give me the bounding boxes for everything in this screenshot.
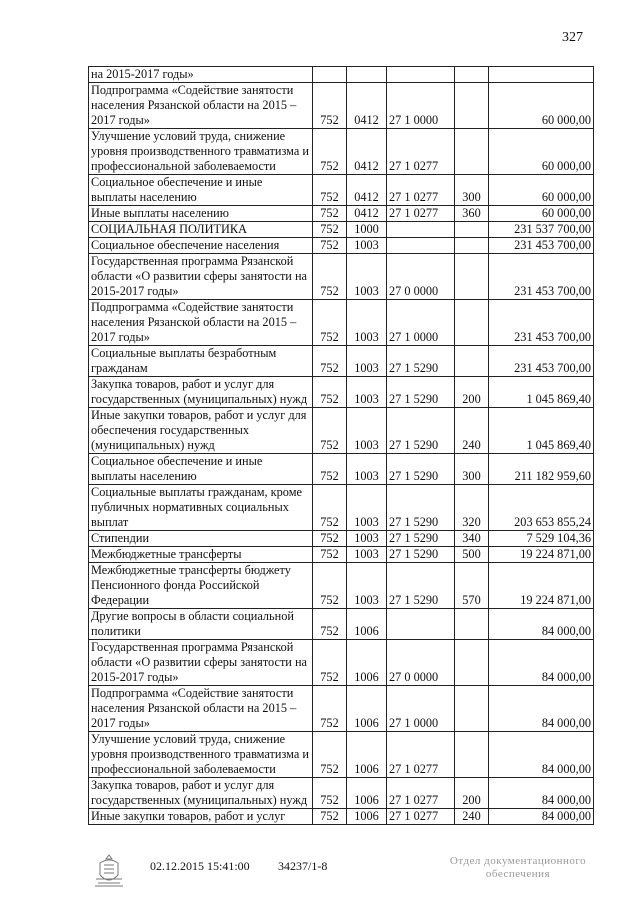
row-name-cell: Социальное обеспечение населения bbox=[89, 238, 313, 254]
row-section-code: 1000 bbox=[347, 222, 387, 238]
row-amount: 84 000,00 bbox=[489, 640, 594, 686]
row-expense-type: 240 bbox=[455, 408, 489, 454]
row-section-code: 1006 bbox=[347, 640, 387, 686]
budget-table bbox=[88, 66, 594, 825]
table-row bbox=[89, 609, 594, 640]
row-section-code: 0412 bbox=[347, 175, 387, 206]
table-row bbox=[89, 686, 594, 732]
row-section-code: 1006 bbox=[347, 686, 387, 732]
budget-table-body bbox=[89, 67, 594, 825]
table-row bbox=[89, 485, 594, 531]
row-department-code: 752 bbox=[313, 732, 347, 778]
table-row bbox=[89, 809, 594, 825]
table-row bbox=[89, 206, 594, 222]
row-amount: 19 224 871,00 bbox=[489, 547, 594, 563]
coat-of-arms-icon bbox=[92, 853, 126, 889]
row-name-cell: Государственная программа Рязанской области «О развитии сферы занятости на 2015-2017 годы» bbox=[89, 640, 313, 686]
row-target-article bbox=[387, 609, 455, 640]
row-expense-type bbox=[455, 609, 489, 640]
row-target-article bbox=[387, 222, 455, 238]
row-name-cell: Стипендии bbox=[89, 531, 313, 547]
row-name-cell: Подпрограмма «Содействие занятости населения Рязанской области на 2015 – 2017 годы» bbox=[89, 686, 313, 732]
table-row bbox=[89, 254, 594, 300]
page-number: 327 bbox=[562, 30, 583, 45]
row-expense-type: 200 bbox=[455, 778, 489, 809]
row-amount: 1 045 869,40 bbox=[489, 408, 594, 454]
row-name-cell: Иные закупки товаров, работ и услуг bbox=[89, 809, 313, 825]
row-expense-type: 200 bbox=[455, 377, 489, 408]
row-amount: 7 529 104,36 bbox=[489, 531, 594, 547]
row-name-cell: на 2015-2017 годы» bbox=[89, 67, 313, 83]
row-name-cell: Межбюджетные трансферты бюджету Пенсионного фонда Российской Федерации bbox=[89, 563, 313, 609]
row-name-cell: Социальное обеспечение и иные выплаты населению bbox=[89, 175, 313, 206]
row-department-code: 752 bbox=[313, 609, 347, 640]
row-expense-type bbox=[455, 346, 489, 377]
row-amount: 60 000,00 bbox=[489, 175, 594, 206]
row-section-code: 1006 bbox=[347, 809, 387, 825]
row-section-code: 0412 bbox=[347, 129, 387, 175]
row-amount: 84 000,00 bbox=[489, 809, 594, 825]
row-department-code: 752 bbox=[313, 254, 347, 300]
row-target-article: 27 1 0277 bbox=[387, 778, 455, 809]
row-expense-type: 300 bbox=[455, 454, 489, 485]
row-amount: 231 453 700,00 bbox=[489, 346, 594, 377]
table-row bbox=[89, 83, 594, 129]
row-amount: 231 453 700,00 bbox=[489, 238, 594, 254]
row-expense-type bbox=[455, 238, 489, 254]
print-datetime: 02.12.2015 15:41:00 bbox=[150, 859, 250, 873]
row-expense-type bbox=[455, 686, 489, 732]
row-name-cell: Закупка товаров, работ и услуг для государственных (муниципальных) нужд bbox=[89, 778, 313, 809]
row-section-code: 1006 bbox=[347, 778, 387, 809]
row-target-article: 27 1 0000 bbox=[387, 83, 455, 129]
row-amount: 231 453 700,00 bbox=[489, 300, 594, 346]
row-department-code: 752 bbox=[313, 129, 347, 175]
row-section-code: 1003 bbox=[347, 408, 387, 454]
row-name-cell: Улучшение условий труда, снижение уровня производственного травматизма и профессиональной заболеваемости bbox=[89, 732, 313, 778]
row-department-code: 752 bbox=[313, 300, 347, 346]
row-section-code: 1003 bbox=[347, 300, 387, 346]
table-row bbox=[89, 175, 594, 206]
row-target-article: 27 0 0000 bbox=[387, 640, 455, 686]
row-amount: 84 000,00 bbox=[489, 609, 594, 640]
row-expense-type bbox=[455, 254, 489, 300]
row-amount: 19 224 871,00 bbox=[489, 563, 594, 609]
row-department-code: 752 bbox=[313, 686, 347, 732]
row-target-article: 27 1 5290 bbox=[387, 485, 455, 531]
table-row bbox=[89, 408, 594, 454]
row-expense-type: 320 bbox=[455, 485, 489, 531]
row-target-article: 27 1 0277 bbox=[387, 206, 455, 222]
row-section-code: 1003 bbox=[347, 238, 387, 254]
row-name-cell: Закупка товаров, работ и услуг для государственных (муниципальных) нужд bbox=[89, 377, 313, 408]
table-row bbox=[89, 732, 594, 778]
row-target-article: 27 1 5290 bbox=[387, 377, 455, 408]
table-row bbox=[89, 300, 594, 346]
row-expense-type bbox=[455, 732, 489, 778]
row-target-article: 27 1 0000 bbox=[387, 300, 455, 346]
row-amount: 1 045 869,40 bbox=[489, 377, 594, 408]
table-row bbox=[89, 640, 594, 686]
table-row bbox=[89, 238, 594, 254]
row-expense-type: 240 bbox=[455, 809, 489, 825]
row-department-code: 752 bbox=[313, 346, 347, 377]
row-name-cell: Государственная программа Рязанской области «О развитии сферы занятости на 2015-2017 годы» bbox=[89, 254, 313, 300]
department-stamp bbox=[448, 855, 588, 881]
row-expense-type: 300 bbox=[455, 175, 489, 206]
row-target-article bbox=[387, 67, 455, 83]
row-target-article: 27 1 5290 bbox=[387, 408, 455, 454]
table-row bbox=[89, 563, 594, 609]
row-section-code: 1003 bbox=[347, 346, 387, 377]
table-row bbox=[89, 67, 594, 83]
row-name-cell: Улучшение условий труда, снижение уровня производственного травматизма и профессиональной заболеваемости bbox=[89, 129, 313, 175]
row-amount: 60 000,00 bbox=[489, 206, 594, 222]
row-target-article: 27 1 0277 bbox=[387, 809, 455, 825]
table-row bbox=[89, 222, 594, 238]
row-section-code: 0412 bbox=[347, 83, 387, 129]
row-expense-type bbox=[455, 640, 489, 686]
row-department-code: 752 bbox=[313, 175, 347, 206]
row-target-article: 27 1 5290 bbox=[387, 346, 455, 377]
row-target-article: 27 1 5290 bbox=[387, 563, 455, 609]
row-section-code: 1006 bbox=[347, 732, 387, 778]
row-name-cell: СОЦИАЛЬНАЯ ПОЛИТИКА bbox=[89, 222, 313, 238]
row-expense-type: 570 bbox=[455, 563, 489, 609]
row-section-code: 1003 bbox=[347, 485, 387, 531]
page-footer bbox=[0, 845, 640, 905]
row-department-code: 752 bbox=[313, 454, 347, 485]
document-number: 34237/1-8 bbox=[278, 859, 328, 873]
row-section-code: 1003 bbox=[347, 531, 387, 547]
row-name-cell: Социальные выплаты безработным гражданам bbox=[89, 346, 313, 377]
row-amount: 203 653 855,24 bbox=[489, 485, 594, 531]
row-name-cell: Иные закупки товаров, работ и услуг для обеспечения государственных (муниципальных) нужд bbox=[89, 408, 313, 454]
row-target-article: 27 1 0277 bbox=[387, 732, 455, 778]
row-target-article: 27 1 0277 bbox=[387, 129, 455, 175]
row-section-code: 1006 bbox=[347, 609, 387, 640]
row-name-cell: Другие вопросы в области социальной политики bbox=[89, 609, 313, 640]
table-row bbox=[89, 377, 594, 408]
row-section-code: 1003 bbox=[347, 254, 387, 300]
row-department-code: 752 bbox=[313, 547, 347, 563]
row-department-code: 752 bbox=[313, 238, 347, 254]
row-target-article: 27 1 0000 bbox=[387, 686, 455, 732]
row-department-code: 752 bbox=[313, 809, 347, 825]
row-department-code: 752 bbox=[313, 485, 347, 531]
row-section-code: 0412 bbox=[347, 206, 387, 222]
row-department-code: 752 bbox=[313, 377, 347, 408]
row-name-cell: Межбюджетные трансферты bbox=[89, 547, 313, 563]
row-amount: 84 000,00 bbox=[489, 732, 594, 778]
row-amount: 231 537 700,00 bbox=[489, 222, 594, 238]
row-target-article: 27 1 5290 bbox=[387, 454, 455, 485]
table-row bbox=[89, 454, 594, 485]
row-name-cell: Социальное обеспечение и иные выплаты населению bbox=[89, 454, 313, 485]
row-target-article bbox=[387, 238, 455, 254]
row-department-code: 752 bbox=[313, 531, 347, 547]
row-section-code: 1003 bbox=[347, 547, 387, 563]
stamp-line-2: обеспечения bbox=[485, 868, 551, 880]
row-section-code: 1003 bbox=[347, 377, 387, 408]
row-amount: 84 000,00 bbox=[489, 686, 594, 732]
row-department-code: 752 bbox=[313, 640, 347, 686]
row-section-code bbox=[347, 67, 387, 83]
row-department-code: 752 bbox=[313, 563, 347, 609]
row-amount: 60 000,00 bbox=[489, 83, 594, 129]
stamp-line-1: Отдел документационного bbox=[449, 855, 587, 867]
table-row bbox=[89, 346, 594, 377]
row-expense-type bbox=[455, 222, 489, 238]
row-department-code: 752 bbox=[313, 83, 347, 129]
row-expense-type bbox=[455, 67, 489, 83]
row-expense-type: 340 bbox=[455, 531, 489, 547]
row-name-cell: Социальные выплаты гражданам, кроме публичных нормативных социальных выплат bbox=[89, 485, 313, 531]
row-expense-type bbox=[455, 129, 489, 175]
row-expense-type: 360 bbox=[455, 206, 489, 222]
row-amount: 84 000,00 bbox=[489, 778, 594, 809]
row-department-code: 752 bbox=[313, 778, 347, 809]
row-department-code: 752 bbox=[313, 206, 347, 222]
row-department-code bbox=[313, 67, 347, 83]
table-row bbox=[89, 129, 594, 175]
row-name-cell: Подпрограмма «Содействие занятости населения Рязанской области на 2015 – 2017 годы» bbox=[89, 300, 313, 346]
row-target-article: 27 1 0277 bbox=[387, 175, 455, 206]
row-amount bbox=[489, 67, 594, 83]
row-department-code: 752 bbox=[313, 408, 347, 454]
row-amount: 60 000,00 bbox=[489, 129, 594, 175]
table-row bbox=[89, 531, 594, 547]
row-expense-type bbox=[455, 83, 489, 129]
row-section-code: 1003 bbox=[347, 454, 387, 485]
row-department-code: 752 bbox=[313, 222, 347, 238]
row-target-article: 27 1 5290 bbox=[387, 547, 455, 563]
row-name-cell: Иные выплаты населению bbox=[89, 206, 313, 222]
row-amount: 211 182 959,60 bbox=[489, 454, 594, 485]
row-name-cell: Подпрограмма «Содействие занятости населения Рязанской области на 2015 – 2017 годы» bbox=[89, 83, 313, 129]
row-amount: 231 453 700,00 bbox=[489, 254, 594, 300]
table-row bbox=[89, 547, 594, 563]
row-target-article: 27 1 5290 bbox=[387, 531, 455, 547]
row-expense-type: 500 bbox=[455, 547, 489, 563]
row-section-code: 1003 bbox=[347, 563, 387, 609]
table-row bbox=[89, 778, 594, 809]
row-target-article: 27 0 0000 bbox=[387, 254, 455, 300]
row-expense-type bbox=[455, 300, 489, 346]
